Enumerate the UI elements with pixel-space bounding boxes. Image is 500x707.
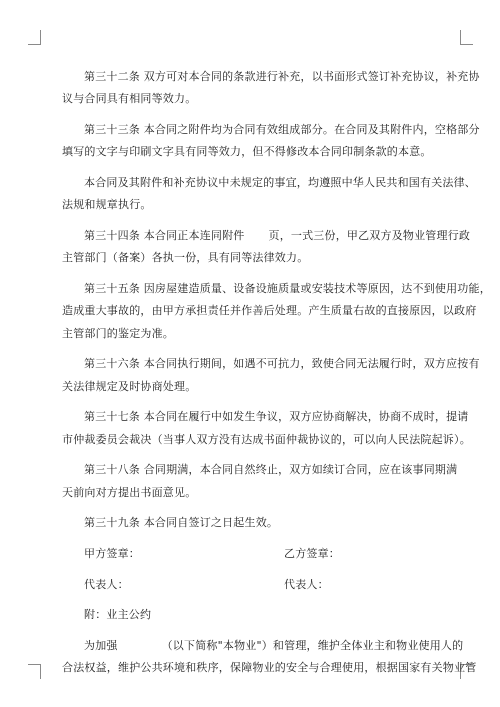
text-line: 关法律规定及时协商处理。 — [62, 379, 197, 393]
article-36 — [62, 353, 480, 398]
crop-mark-top-left — [28, 30, 41, 45]
text-line: 议与合同具有相同等效力。 — [62, 92, 197, 106]
text-segment: 第三十四条 本合同正本连同附件 — [84, 229, 245, 242]
text-line: 主管部门（备案）各执一份，具有同等法律效力。 — [62, 251, 309, 265]
text-line: 第三十五条 因房屋建造质量、设备设施质量或安装技术等原因，达不到使用功能， — [84, 282, 491, 295]
text-line: 合法权益，维护公共环境和秩序，保障物业的安全与合理使用，根据国家有关物业管 — [62, 661, 477, 675]
party-b-representative-label: 代表人： — [284, 577, 329, 591]
applicable-law-clause — [62, 172, 476, 217]
article-35 — [62, 278, 491, 345]
text-line: 第三十八条 合同期满，本合同自然终止，双方如续订合同，应在该事同期满 — [84, 463, 458, 477]
article-38 — [62, 459, 458, 504]
representative-row — [62, 574, 440, 596]
text-line: 本合同及其附件和补充协议中未规定的事宜，均遵照中华人民共和国有关法律、 — [84, 176, 476, 189]
article-34 — [62, 225, 471, 270]
text-line: 天前向对方提出书面意见。 — [62, 485, 197, 499]
signature-row — [62, 543, 440, 565]
article-39 — [62, 512, 440, 534]
text-line — [62, 225, 471, 247]
text-line: 第三十二条 双方可对本合同的条款进行补充，以书面形式签订补充协议，补充协 — [84, 70, 480, 83]
text-segment: 页，一式三份，甲乙双方及物业管理行政 — [268, 229, 471, 242]
text-line: 市仲裁委员会裁决（当事人双方没有达成书面仲裁协议的，可以向人民法院起诉）。 — [62, 432, 471, 446]
crop-mark-bottom-left — [28, 664, 41, 679]
text-line: 第三十三条 本合同之附件均为合同有效组成部分。在合同及其附件内，空格部分 — [84, 123, 480, 136]
article-33 — [62, 119, 480, 164]
text-line — [62, 635, 464, 657]
text-line: 法规和规章执行。 — [62, 198, 152, 212]
party-a-signature-label: 甲方签章： — [84, 547, 140, 560]
article-37 — [62, 406, 471, 451]
article-32 — [62, 66, 480, 111]
text-segment: （以下简称"本物业"）和管理，维护全体业主和物业使用人的 — [161, 638, 464, 652]
crop-mark-top-right — [460, 30, 473, 45]
party-b-signature-label: 乙方签章： — [284, 547, 340, 560]
text-line: 造成重大事故的，由甲方承担责任并作善后处理。产生质量右故的直接原因，以政府 — [62, 304, 477, 318]
text-line: 附：业主公约 — [84, 608, 152, 622]
text-segment: 为加强 — [84, 638, 118, 652]
appendix-paragraph — [62, 635, 477, 680]
text-line: 主管部门的鉴定为准。 — [62, 326, 174, 340]
party-a-representative-label: 代表人： — [84, 577, 129, 591]
text-line: 第三十六条 本合同执行期间，如遇不可抗力，致使合同无法履行时，双方应按有 — [84, 357, 480, 371]
appendix-title — [62, 604, 440, 626]
text-line: 填写的文字与印刷文字具有同等效力，但不得修改本合同印制条款的本意。 — [62, 145, 432, 159]
contract-body — [62, 66, 491, 688]
text-line: 第三十九条 本合同自签订之日起生效。 — [84, 516, 279, 530]
text-line: 第三十七条 本合同在履行中如发生争议，双方应协商解决，协商不成时，提请 — [84, 410, 469, 424]
